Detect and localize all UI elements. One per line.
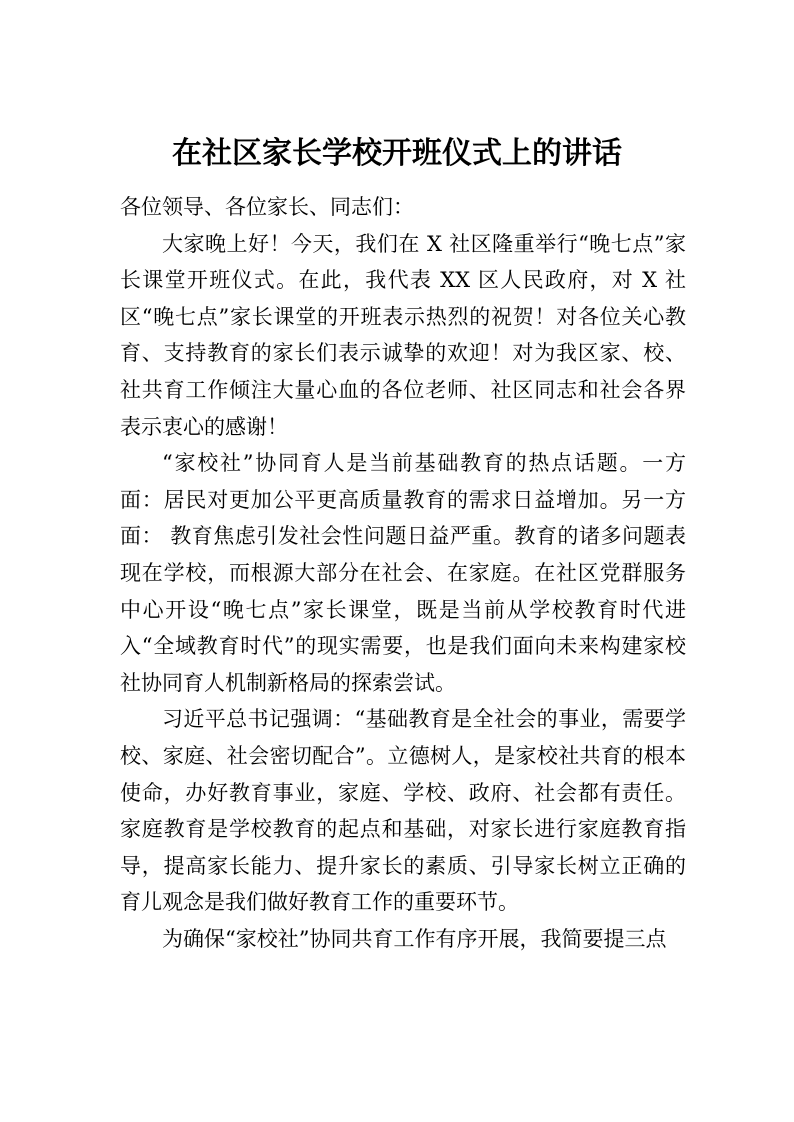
paragraph-opening: 大家晚上好！今天，我们在 X 社区隆重举行“晚七点”家长课堂开班仪式。在此，我代表 XX 区人民政府，对 X 社区“晚七点”家长课堂的开班表示热烈的祝贺！对各位关心教育、支持教育的家长们表示诚挚的欢迎！对为我区家、校、社共育工作倾注大量心血的各位老师、社区同志和社会各界表示衷心的感谢！ bbox=[120, 231, 686, 439]
paragraph-cooperation: “家校社”协同育人是当前基础教育的热点话题。一方面：居民对更加公平更高质量教育的需求日益增加。另一方面： 教育焦虑引发社会性问题日益严重。教育的诸多问题表现在学校，而根源大部分在社会、在家庭。在社区党群服务中心开设“晚七点”家长课堂，既是当前从学校教育时代进入“全域教育时代”的现实需要，也是我们面向未来构建家校社协同育人机制新格局的探索尝试。 bbox=[120, 451, 686, 695]
paragraph-quote: 习近平总书记强调：“基础教育是全社会的事业，需要学校、家庭、社会密切配合”。立德树人，是家校社共育的根本使命，办好教育事业，家庭、学校、政府、社会都有责任。 家庭教育是学校教育的起点和基础，对家长进行家庭教育指导，提高家长能力、提升家长的素质、引导家长树立正确的育儿观念是我们做好教育工作的重要环节。 bbox=[120, 707, 686, 915]
paragraph-closing: 为确保“家校社”协同共育工作有序开展，我简要提三点 bbox=[162, 926, 667, 951]
document-title: 在社区家长学校开班仪式上的讲话 bbox=[172, 136, 622, 171]
salutation: 各位领导、各位家长、同志们： bbox=[120, 195, 414, 219]
document-body bbox=[120, 189, 686, 957]
